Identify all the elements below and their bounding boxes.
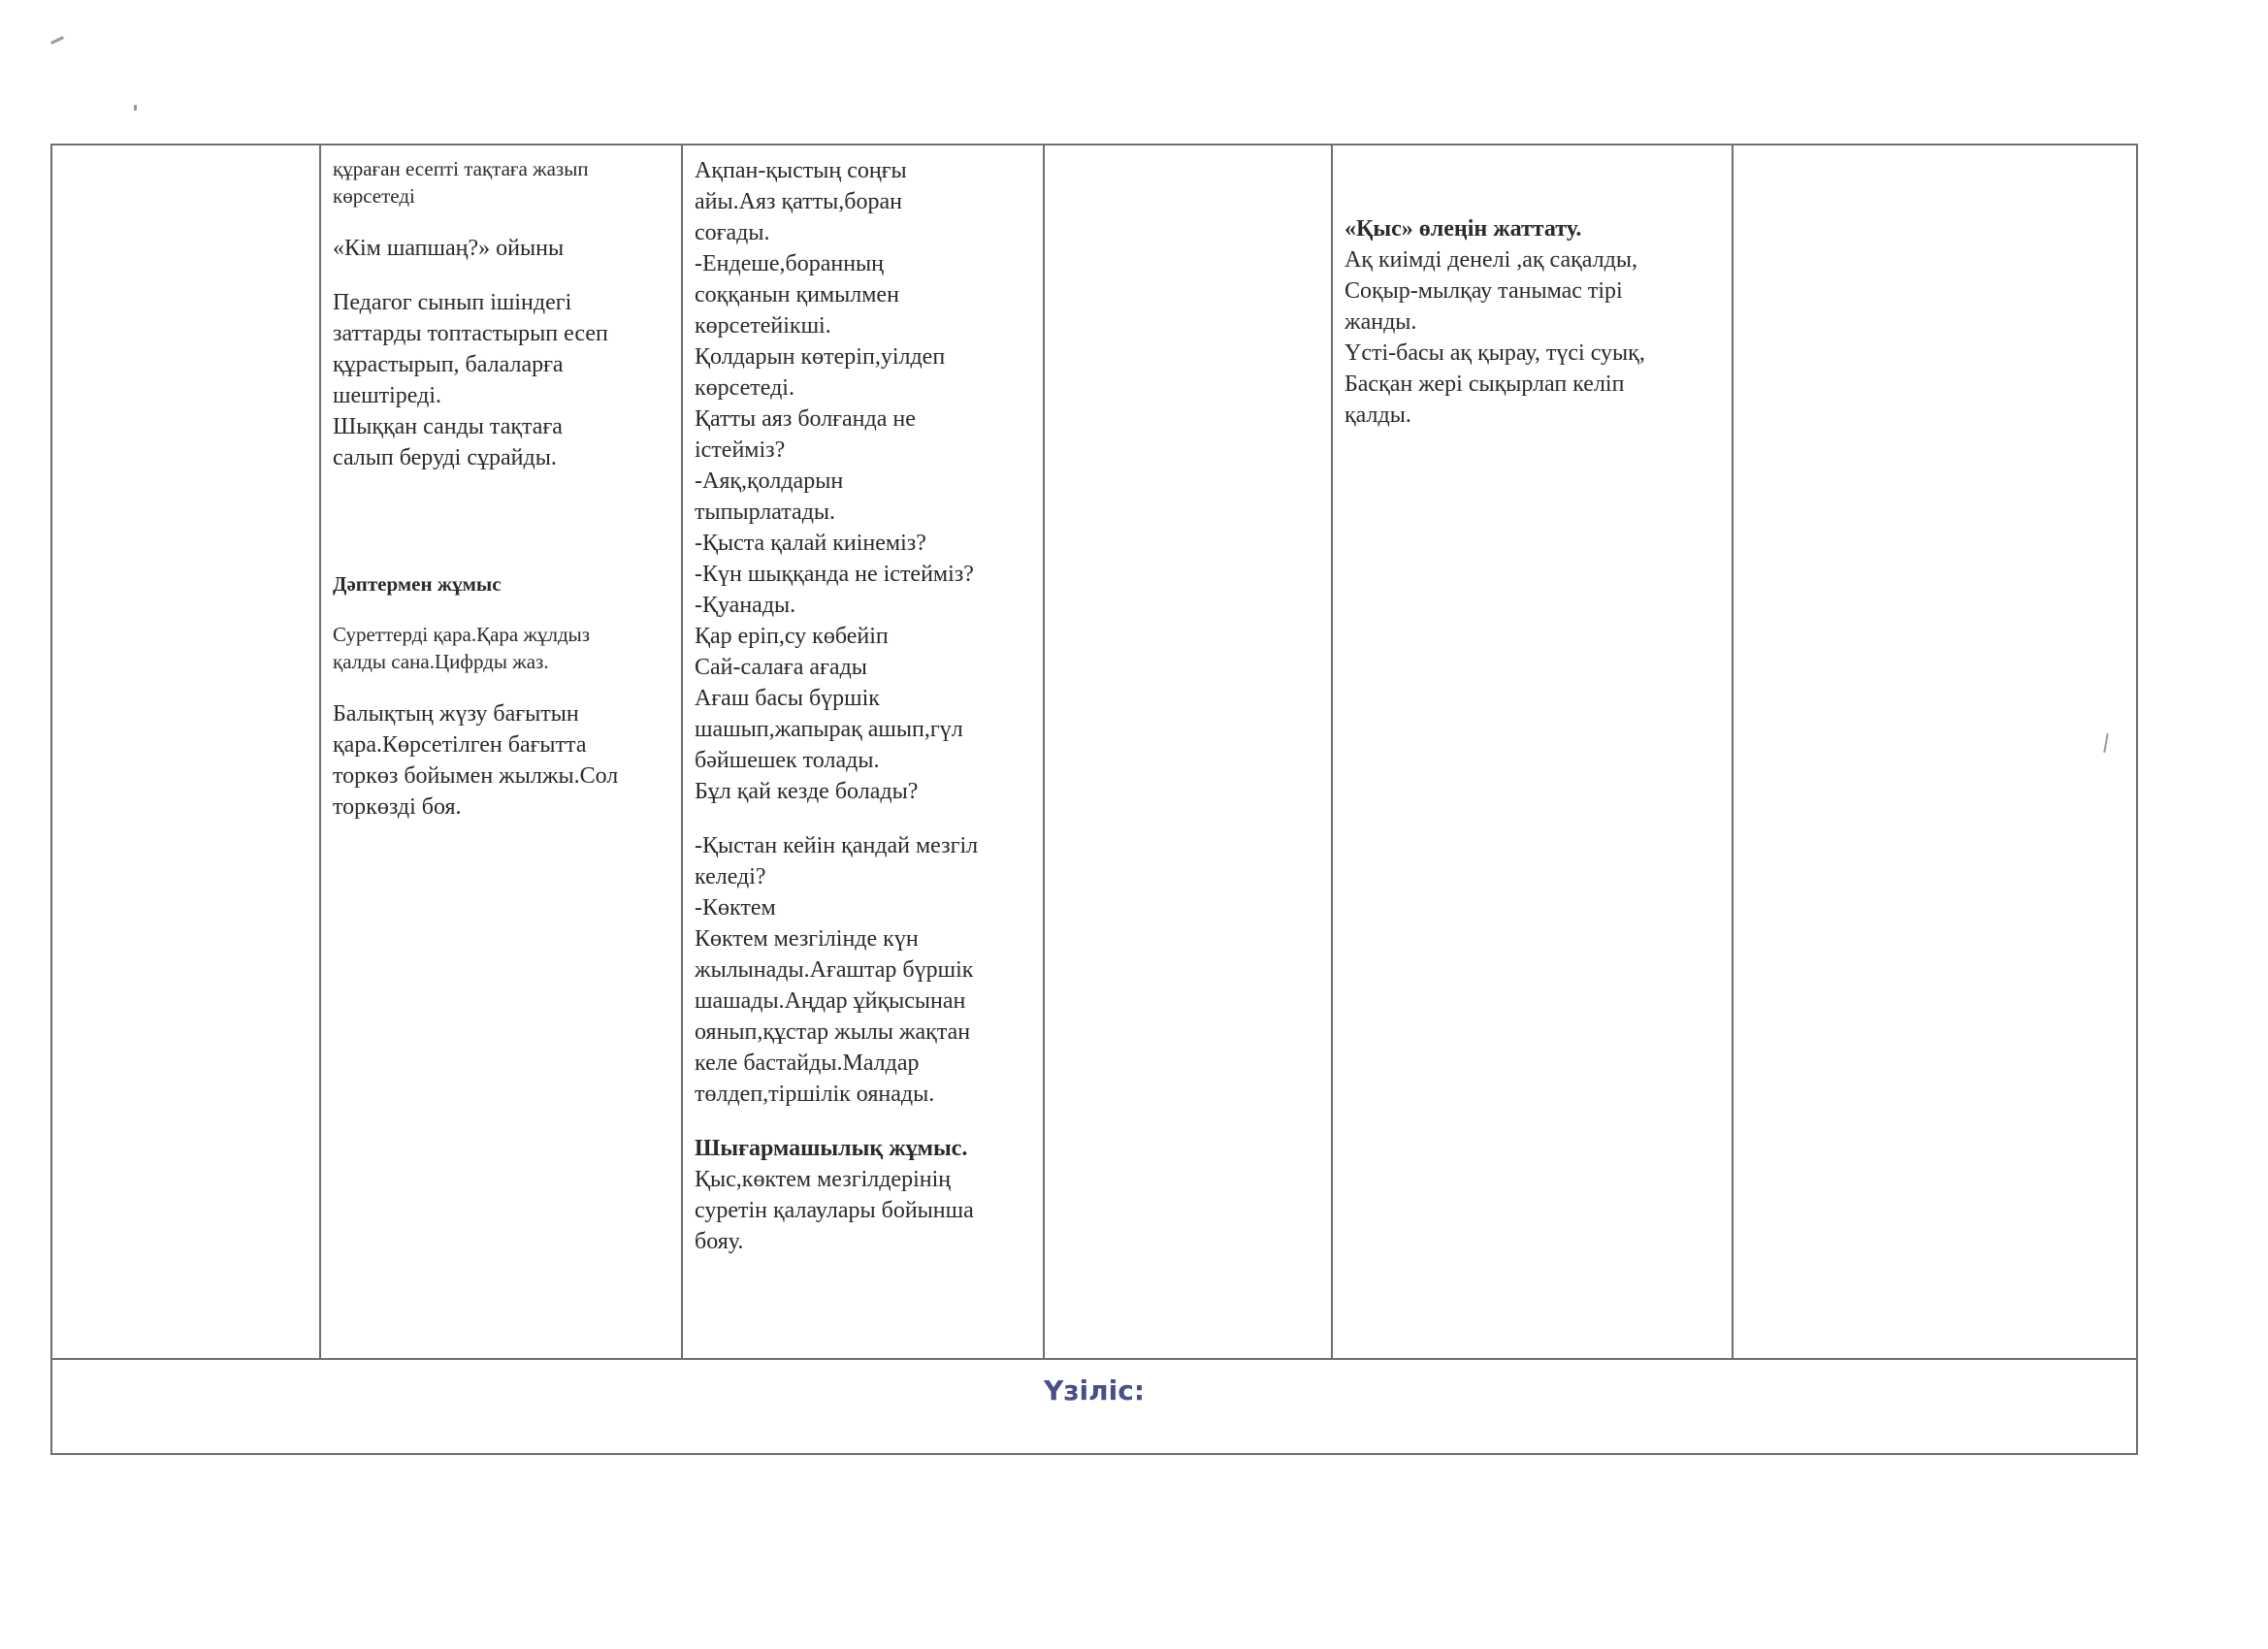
col3-paragraph-3 [695,1164,1031,1257]
poem-text [1345,244,1720,431]
scan-speck [50,36,64,45]
text-line: суретін қалаулары бойынша [695,1198,974,1223]
text-line: бәйшешек толады. [695,748,880,773]
text-line: салып беруді сұрайды. [333,445,557,470]
text-line: көрсетейікші. [695,313,831,339]
text-line: Басқан жері сықырлап келіп [1345,372,1625,397]
text-line: Балықтың жүзу бағытын [333,701,579,727]
text-line: соғады. [695,220,770,245]
text-line: Қыс,көктем мезгілдерінің [695,1167,952,1192]
break-cell [51,1359,2137,1454]
text-line: Үсті-басы ақ қырау, түсі суық, [1345,340,1645,366]
cell-col5 [1332,145,1733,1359]
text-line: істейміз? [695,437,786,463]
text-line: Қолдарын көтеріп,уілдеп [695,344,946,370]
scan-speck [134,105,137,111]
text-line: -Аяқ,қолдарын [695,469,844,494]
text-line: Бұл қай кезде болады? [695,779,919,804]
text-line: қара.Көрсетілген бағытта [333,732,587,758]
text-line: Көктем мезгілінде күн [695,926,919,952]
notebook-work-heading: Дәптермен жұмыс [333,572,502,596]
text-line: айы.Аяз қатты,боран [695,189,902,214]
col3-paragraph-1 [695,155,1031,807]
cell-col3 [682,145,1044,1359]
text-line: оянып,құстар жылы жақтан [695,1019,971,1045]
text-line: құрастырып, балаларға [333,352,564,377]
text-line: Соқыр-мылқау танымас тірі [1345,278,1623,304]
break-row [51,1359,2137,1454]
text-line: төлдеп,тіршілік оянады. [695,1082,935,1107]
text-line: құраған есепті тақтаға жазып [333,157,589,180]
text-line: Суреттерді қара.Қара жұлдыз [333,623,591,646]
text-line: -Көктем [695,895,776,921]
text-line: көрсетеді [333,184,415,208]
poem-heading: «Қыс» өлеңін жаттату. [1345,216,1582,242]
text-line: жанды. [1345,309,1417,335]
col2-paragraph-2 [333,287,669,473]
game-title: «Кім шапшаң?» ойыны [333,236,565,261]
text-line: соққанын қимылмен [695,282,899,307]
text-line: -Күн шыққанда не істейміз? [695,562,974,587]
text-line: қалды сана.Цифрды жаз. [333,650,549,673]
col2-paragraph-4 [333,698,669,823]
text-line: торкөзді боя. [333,794,462,820]
text-line: Қатты аяз болғанда не [695,406,916,432]
cell-col6 [1733,145,2137,1359]
col3-paragraph-2 [695,830,1031,1110]
text-line: -Қыстан кейін қандай мезгіл [695,833,979,858]
text-line: көрсетеді. [695,375,794,401]
text-line: шашып,жапырақ ашып,гүл [695,717,963,742]
cell-col2 [320,145,682,1359]
text-line: Педагог сынып ішіндегі [333,290,572,315]
lesson-plan-table [50,144,2138,1455]
table-row [51,145,2137,1359]
text-line: шашады.Аңдар ұйқысынан [695,988,966,1014]
text-line: келеді? [695,864,766,889]
text-line: -Қуанады. [695,593,796,618]
cell-col1 [51,145,320,1359]
text-line: торкөз бойымен жылжы.Сол [333,763,619,789]
text-line: келе бастайды.Малдар [695,1051,920,1076]
col2-paragraph-3 [333,621,669,675]
text-line: -Ендеше,боранның [695,251,885,276]
text-line: шештіреді. [333,383,441,408]
break-label: Үзіліс: [1043,1374,1146,1406]
cell-col4 [1044,145,1332,1359]
text-line: Ақпан-қыстың соңғы [695,158,907,183]
text-line: Сай-салаға ағады [695,655,867,680]
text-line: бояу. [695,1229,744,1254]
text-line: -Қыста қалай киінеміз? [695,531,926,556]
text-line: Шыққан санды тақтаға [333,414,563,439]
col2-paragraph-1 [333,155,669,210]
text-line: тыпырлатады. [695,500,836,525]
text-line: Ақ киімді денелі ,ақ сақалды, [1345,247,1637,273]
text-line: Ағаш басы бүршік [695,686,880,711]
creative-work-heading: Шығармашылық жұмыс. [695,1136,968,1161]
text-line: Қар еріп,су көбейіп [695,624,889,649]
text-line: заттарды топтастырып есеп [333,321,608,346]
text-line: қалды. [1345,403,1411,428]
text-line: жылынады.Ағаштар бүршік [695,957,974,983]
